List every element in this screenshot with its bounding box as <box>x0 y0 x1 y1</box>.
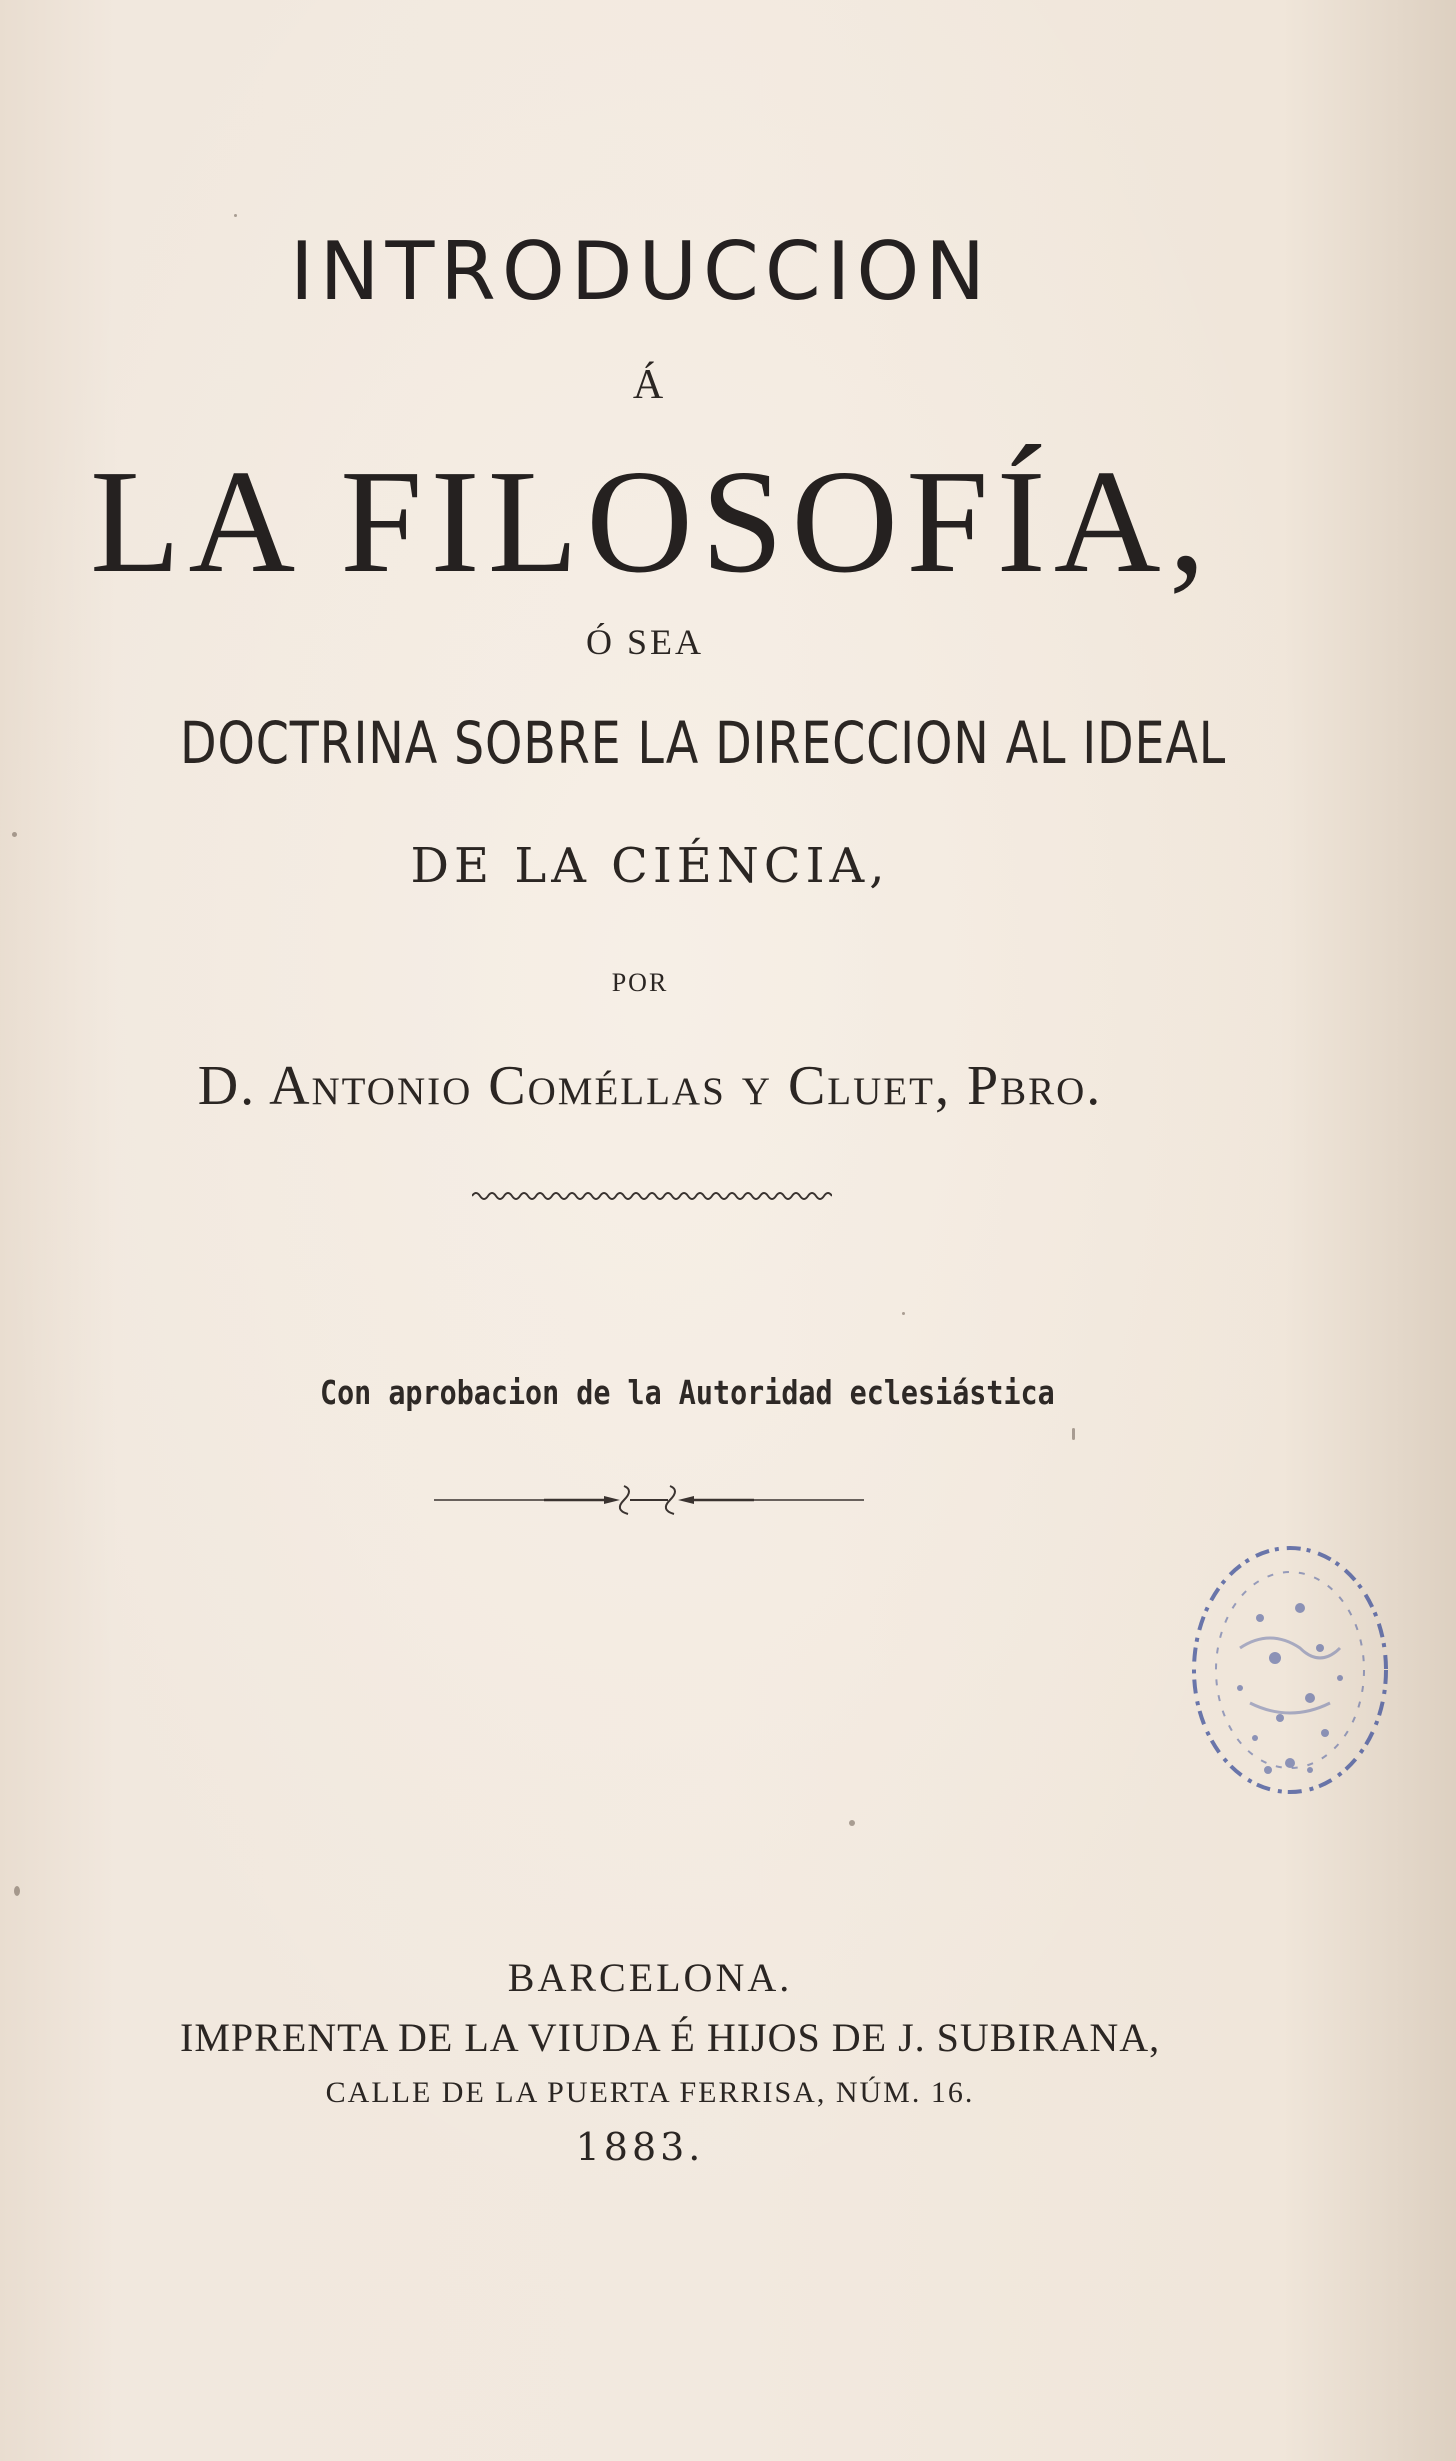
paper-speck <box>12 832 17 837</box>
paper-speck <box>234 214 237 217</box>
imprint-year: 1883. <box>575 2125 705 2169</box>
paper-speck <box>849 1820 855 1826</box>
paper-speck <box>902 1312 905 1315</box>
author-name: D. Antonio Coméllas y Cluet, Pbro. <box>197 1055 1103 1117</box>
library-stamp-seal <box>1180 1538 1400 1808</box>
subtitle-line-1: DOCTRINA SOBRE LA DIRECCION AL IDEAL <box>180 709 1227 777</box>
main-title: LA FILOSOFÍA, <box>90 440 1214 604</box>
title-connector: Á <box>632 362 664 408</box>
divider-ornament <box>434 1480 864 1520</box>
paper-speck <box>14 1886 20 1896</box>
wavy-rule-ornament <box>472 1188 832 1204</box>
imprint-address: CALLE DE LA PUERTA FERRISA, NÚM. 16. <box>325 2076 975 2109</box>
title-alt-connector: Ó SEA <box>585 622 704 662</box>
title-line-introduccion: INTRODUCCION <box>290 225 992 318</box>
approbation-note: Con aprobacion de la Autoridad eclesiástica <box>320 1373 1055 1412</box>
imprint-printer: IMPRENTA DE LA VIUDA É HIJOS DE J. SUBIRANA, <box>180 2015 1161 2060</box>
imprint-city: BARCELONA. <box>507 1955 793 2000</box>
byline-por: POR <box>611 968 669 997</box>
subtitle-line-2: DE LA CIÉNCIA, <box>410 838 890 894</box>
paper-speck <box>1072 1428 1075 1440</box>
